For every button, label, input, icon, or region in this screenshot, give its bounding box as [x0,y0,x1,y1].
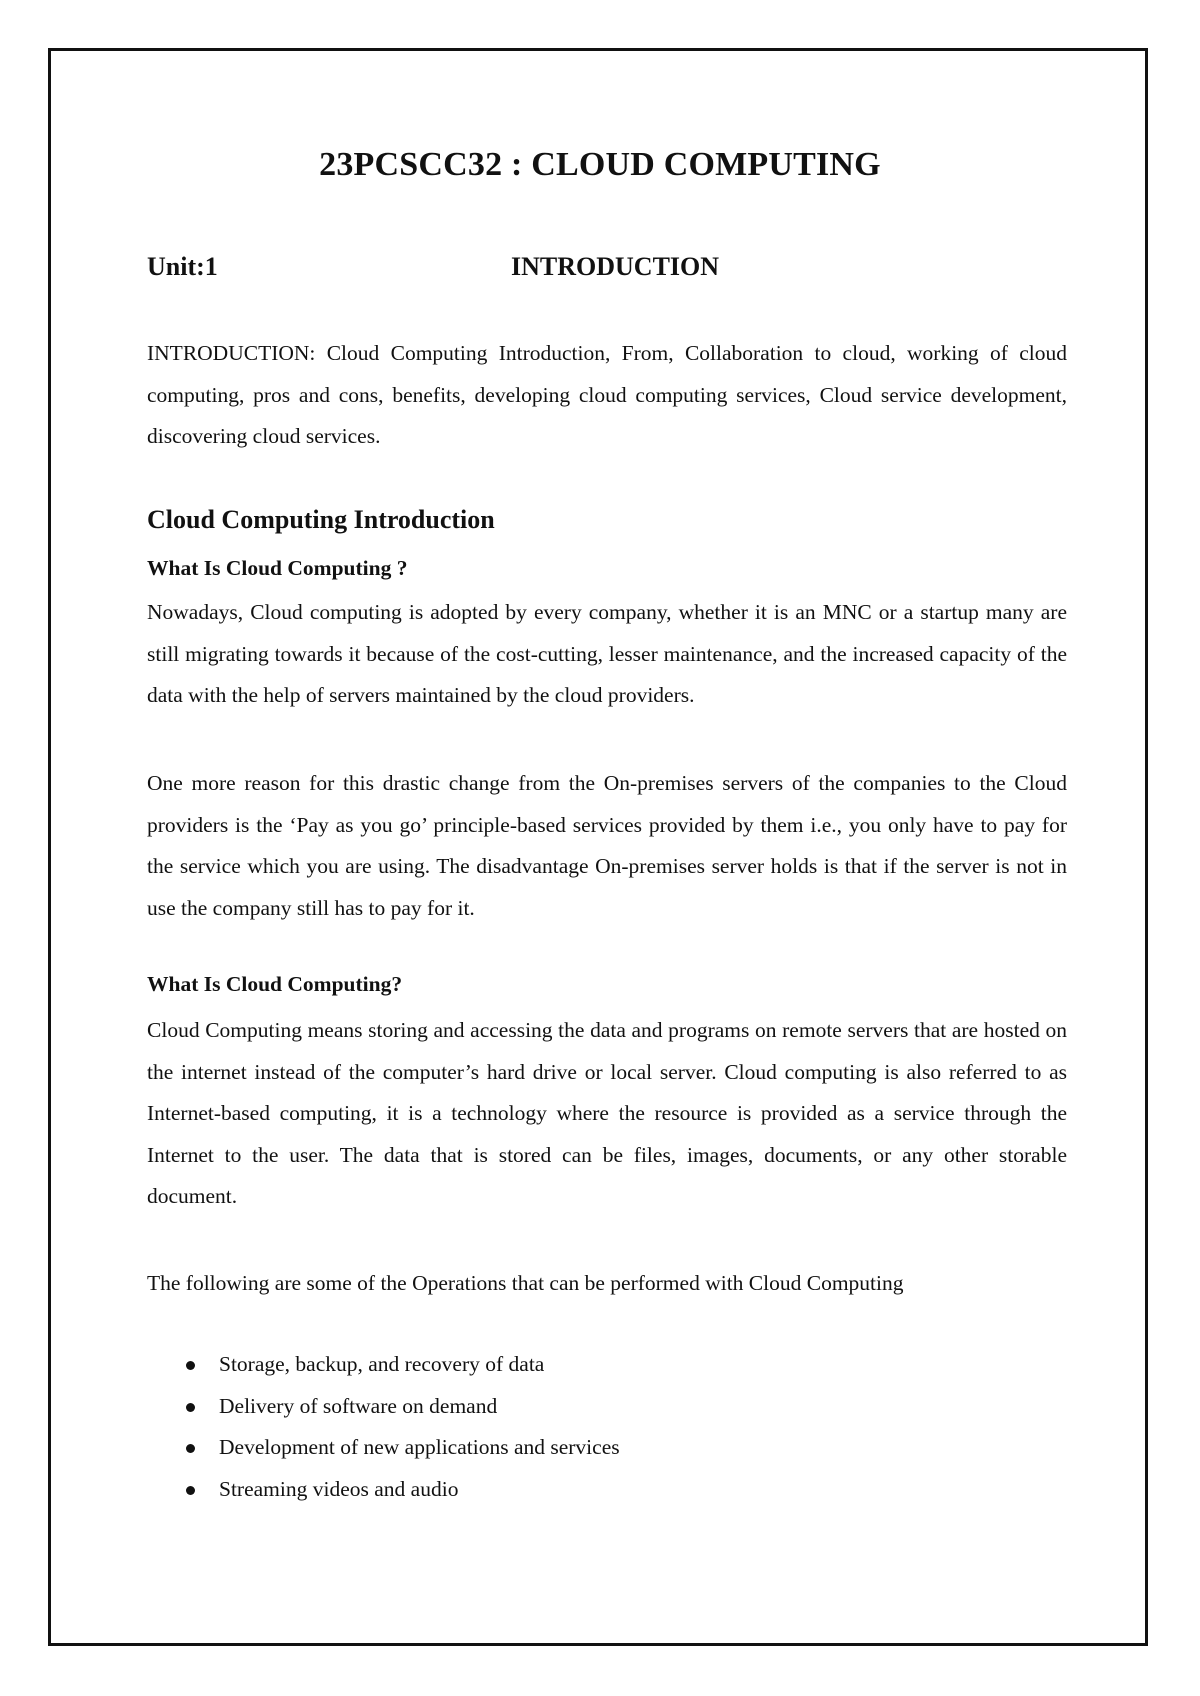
bullet-icon [186,1361,195,1370]
unit-title: INTRODUCTION [511,252,720,281]
paragraph-pay-as-you-go: One more reason for this drastic change from the On-premises servers of the companies to the Cloud providers is the ‘Pay as you go’ principle-based services provided by them i.e., you only have to pay for the service which you are using. The disadvantage On-premises server holds is that if the server is not in use the company still has to pay for it. [147,771,1067,920]
subheading-what-is-cloud-computing-2: What Is Cloud Computing? [147,972,403,996]
bullet-icon [186,1486,195,1495]
bullet-icon [186,1444,195,1453]
paragraph-definition: Cloud Computing means storing and accessing the data and programs on remote servers that are hosted on the internet instead of the computer’s hard drive or local server. Cloud computing is also referred to as Internet-based computing, it is a technology where the resource is provided as a service through the Internet to the user. The data that is stored can be files, images, documents, or any other storable document. [147,1018,1067,1208]
list-item-text: Development of new applications and services [219,1435,620,1459]
unit-label: Unit:1 [147,252,218,281]
document-title: 23PCSCC32 : CLOUD COMPUTING [319,146,881,183]
operations-list [183,1344,620,1510]
paragraph-adoption: Nowadays, Cloud computing is adopted by every company, whether it is an MNC or a startup many are still migrating towards it because of the cost-cutting, lesser maintenance, and the increased capacity of the data with the help of servers maintained by the cloud providers. [147,600,1067,707]
list-item [183,1427,620,1469]
section-heading: Cloud Computing Introduction [147,505,495,534]
syllabus-paragraph: INTRODUCTION: Cloud Computing Introduction, From, Collaboration to cloud, working of cloud computing, pros and cons, benefits, developing cloud computing services, Cloud service development, discovering cloud services. [147,341,1067,448]
list-item-text: Storage, backup, and recovery of data [219,1352,545,1376]
list-item-text: Delivery of software on demand [219,1393,498,1418]
subheading-what-is-cloud-computing-1: What Is Cloud Computing ? [147,556,408,580]
unit-header [147,252,1067,292]
list-item [183,1386,620,1428]
list-item [183,1469,620,1511]
bullet-icon [186,1403,195,1412]
list-item-text: Streaming videos and audio [219,1476,459,1501]
list-item [183,1344,620,1386]
operations-intro: The following are some of the Operations that can be performed with Cloud Computing [147,1271,904,1295]
